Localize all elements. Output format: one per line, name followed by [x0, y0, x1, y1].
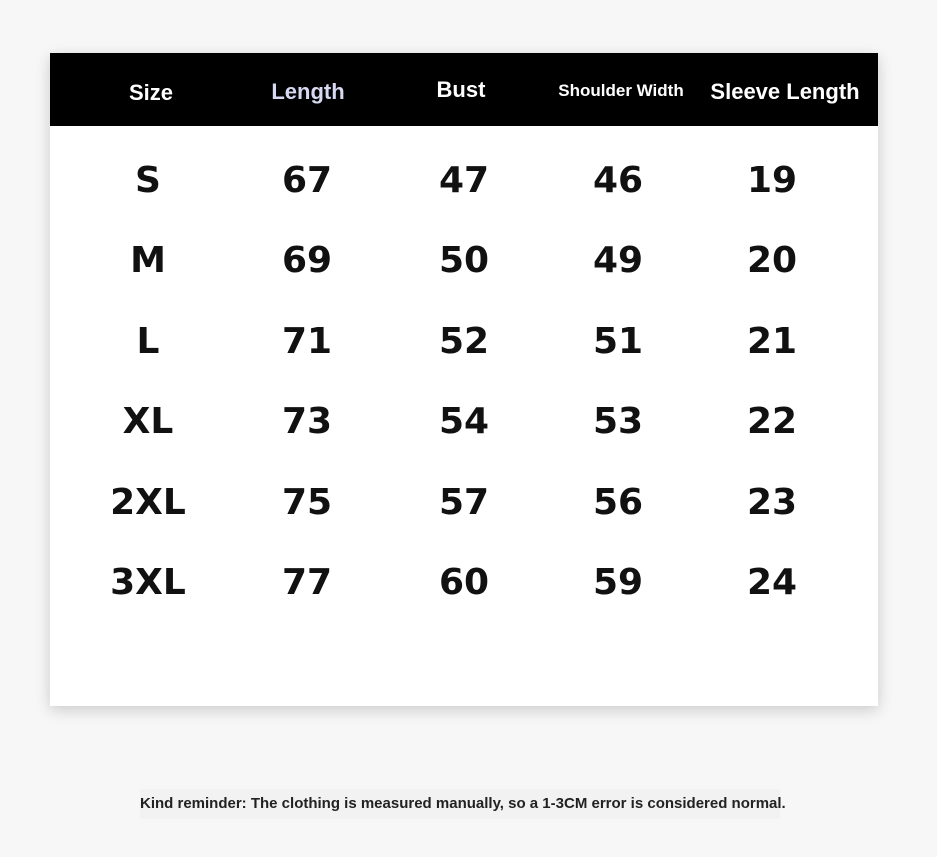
cell-shoulder-width: 49	[592, 240, 644, 282]
header-size: Size	[128, 80, 174, 105]
measurement-reminder: Kind reminder: The clothing is measured manually, so a 1-3CM error is considered normal.	[140, 789, 780, 819]
cell-size: 3XL	[110, 561, 186, 603]
header-sleeve-length: Sleeve Length	[710, 79, 860, 104]
cell-size: XL	[122, 401, 174, 443]
cell-bust: 52	[438, 320, 490, 362]
header-shoulder-width: Shoulder Width	[558, 81, 684, 100]
cell-length: 69	[281, 240, 333, 282]
cell-length: 71	[281, 320, 333, 362]
cell-shoulder-width: 46	[592, 160, 644, 201]
cell-size: L	[136, 320, 160, 362]
cell-sleeve-length: 20	[746, 240, 798, 282]
header-bust: Bust	[436, 77, 486, 102]
cell-size: S	[135, 160, 161, 201]
cell-bust: 54	[438, 401, 490, 443]
cell-size: 2XL	[110, 481, 186, 523]
cell-bust: 57	[438, 481, 490, 523]
cell-bust: 50	[438, 240, 490, 282]
cell-shoulder-width: 51	[592, 320, 644, 362]
cell-sleeve-length: 22	[746, 401, 798, 443]
table-row	[50, 543, 878, 623]
cell-length: 75	[281, 481, 333, 523]
size-chart-body	[50, 141, 878, 623]
cell-shoulder-width: 56	[592, 481, 644, 523]
cell-sleeve-length: 23	[746, 481, 798, 523]
cell-sleeve-length: 24	[746, 561, 798, 603]
cell-length: 73	[281, 401, 333, 443]
table-row	[50, 141, 878, 221]
table-row	[50, 382, 878, 462]
table-row	[50, 302, 878, 382]
size-chart-card	[50, 53, 878, 706]
cell-bust: 47	[438, 160, 490, 201]
cell-length: 67	[281, 160, 333, 201]
cell-length: 77	[281, 561, 333, 603]
cell-shoulder-width: 53	[592, 401, 644, 443]
cell-bust: 60	[438, 561, 490, 603]
cell-sleeve-length: 21	[746, 320, 798, 362]
header-length: Length	[271, 79, 345, 104]
size-chart-header	[50, 53, 878, 126]
cell-sleeve-length: 19	[746, 160, 798, 201]
table-row	[50, 221, 878, 301]
cell-shoulder-width: 59	[592, 561, 644, 603]
table-row	[50, 463, 878, 543]
cell-size: M	[130, 240, 166, 282]
